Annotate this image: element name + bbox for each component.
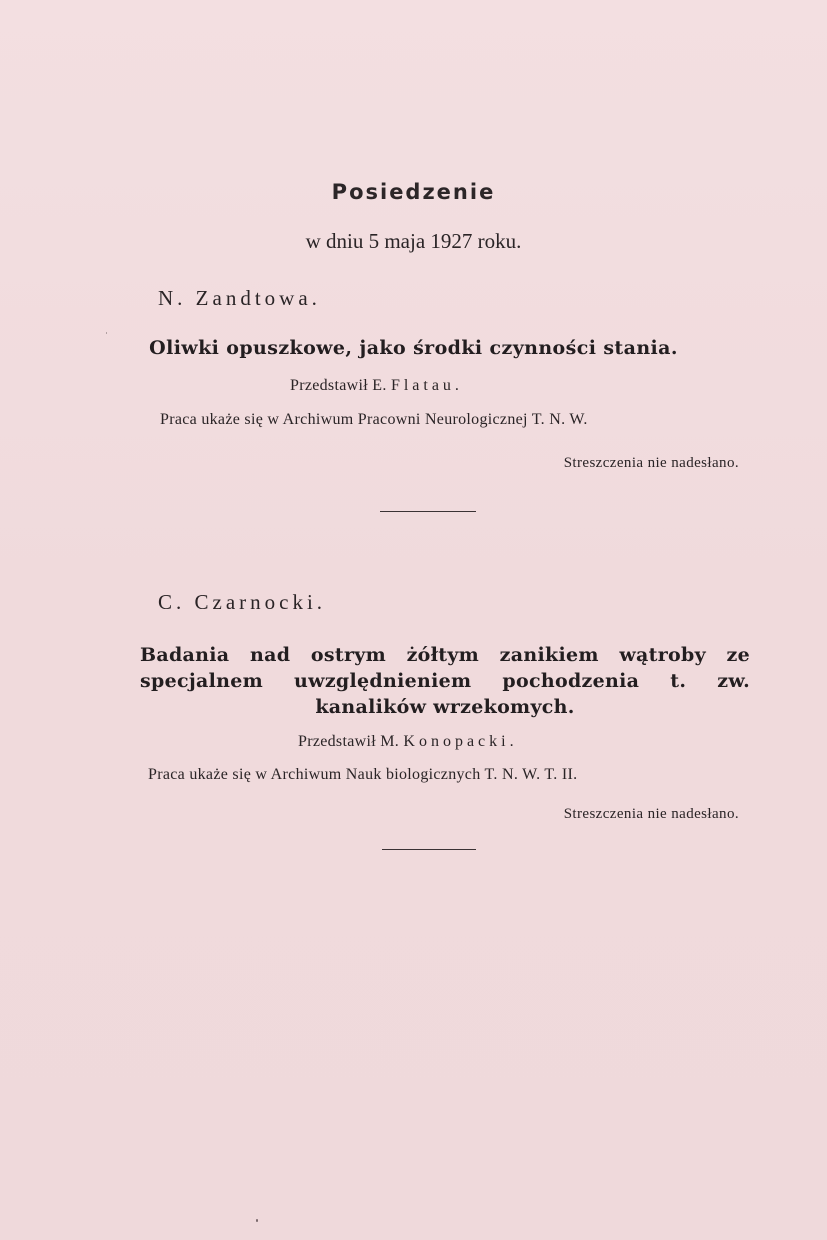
section-divider-2 xyxy=(382,849,476,850)
entry-2-presented-prefix: Przedstawił M. xyxy=(298,733,400,750)
entry-2-author: C. Czarnocki. xyxy=(158,590,327,614)
entry-1-author: N. Zandtowa. xyxy=(158,286,321,310)
entry-1-presented-by xyxy=(290,377,463,395)
entry-1-title: Oliwki opuszkowe, jako środki czynności stania. xyxy=(149,337,678,359)
meeting-date: w dniu 5 maja 1927 roku. xyxy=(305,229,522,253)
entry-2-presenter: Konopacki. xyxy=(403,733,518,750)
entry-1-abstract-status: Streszczenia nie nadesłano. xyxy=(563,455,739,471)
entry-2-abstract-status: Streszczenia nie nadesłano. xyxy=(563,806,739,822)
entry-2-publication-note: Praca ukaże się w Archiwum Nauk biologicznych T. N. W. T. II. xyxy=(148,766,578,783)
entry-1-presenter: Flatau. xyxy=(390,377,463,394)
entry-2-presented-by xyxy=(298,733,518,751)
entry-1-presented-prefix: Przedstawił E. xyxy=(290,377,387,394)
section-divider-1 xyxy=(380,511,476,512)
paper-speck xyxy=(106,332,107,334)
meeting-title: Posiedzenie xyxy=(331,180,496,204)
entry-2-title: Badania nad ostrym żółtym zanikiem wątroby ze specjalnem uwzględnieniem pochodzenia t. zw. kanalików wrzekomych. xyxy=(140,644,750,718)
entry-1-publication-note: Praca ukaże się w Archiwum Pracowni Neurologicznej T. N. W. xyxy=(160,411,588,428)
paper-speck xyxy=(256,1219,258,1222)
